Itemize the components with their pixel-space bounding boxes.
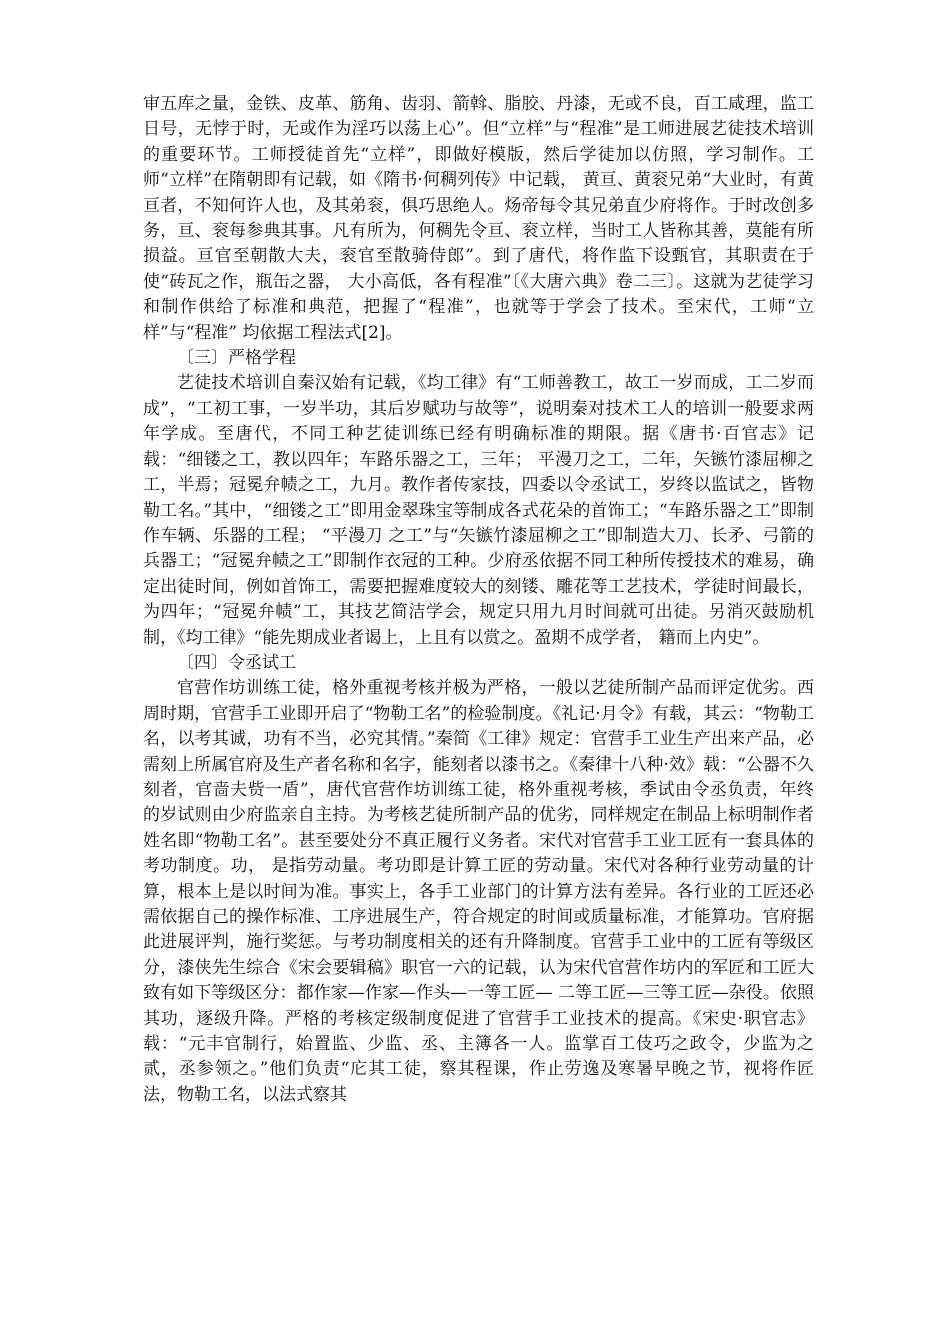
body-paragraph-3: 官营作坊训练工徒，格外重视考核并极为严格，一般以艺徒所制产品而评定优劣。西周时期，官营手工业即开启了“物勒工名”的检验制度。《礼记·月令》有载，其云：“物勒工名，以考其诚，功有不当，必究其情。”秦简《工律》规定：官营手工业生产出来产品，必需刻上所属官府及生产者名称和名字，能刻者以漆书之。《秦律十八种·效》载：“公器不久刻者，官啬夫赀一盾”，唐代官营作坊训练工徒，格外重视考核，季试由令丞负责，年终的岁试则由少府监亲自主持。为考核艺徒所制产品的优劣，同样规定在制品上标明制作者姓名即“物勒工名”。甚至要处分不真正履行义务者。宋代对官营手工业工匠有一套具体的考功制度。功， 是指劳动量。考功即是计算工匠的劳动量。宋代对各种行业劳动量的计算，根本上是以时间为准。事实上，各手工业部门的计算方法有差异。各行业的工匠还必需依据自己的操作标准、工序进展生产，符合规定的时间或质量标准，才能算功。官府据此进展评判，施行奖惩。与考功制度相关的还有升降制度。官营手工业中的工匠有等级区分，漆侠先生综合《宋会要辑稿》职官一六的记载，认为宋代官营作坊内的军匠和工匠大致有如下等级区分：都作家—作家—作头—一等工匠— 二等工匠—三等工匠—杂役。依照其功，逐级升降。严格的考核定级制度促进了官营手工业技术的提高。《宋史·职官志》载：“元丰官制行，始置监、少监、丞、主簿各一人。监掌百工伎巧之政令，少监为之贰，丞参领之。”他们负责“庀其工徒，察其程课，作止劳逸及寒暑早晚之节，视将作匠法，物勒工名，以法式察其	[143, 678, 814, 1105]
body-paragraph-1: 审五库之量，金铁、皮革、筋角、齿羽、箭斡、脂胶、丹漆，无或不良，百工咸理，监工日号，无悖于时，无或作为淫巧以荡上心”。但“立样”与“程准”是工师进展艺徒技术培训的重要环节。工师授徒首先“立样”，即做好模版，然后学徒加以仿照，学习制作。工师“立样”在隋朝即有记载，如《隋书·何稠列传》中记载， 黄亘、黄衮兄弟“大业时，有黄亘者，不知何许人也，及其弟衮，俱巧思绝人。炀帝每令其兄弟直少府将作。于时改创多务，亘、衮每参典其事。凡有所为，何稠先令亘、衮立样，当时工人皆称其善，莫能有所损益。亘官至朝散大夫，衮官至散骑侍郎”。到了唐代，将作监下设甄官，其职责在于使“砖瓦之作，瓶缶之器， 大小高低，各有程准”〔《大唐六典》卷二三〕。这就为艺徒学习和制作供给了标准和典范，把握了“程准”，也就等于学会了技术。至宋代，工师“立样”与“程准” 均依据工程法式[2]。	[143, 94, 814, 343]
body-paragraph-2: 艺徒技术培训自秦汉始有记载，《均工律》有“工师善教工，故工一岁而成，工二岁而成”，“工初工事，一岁半功，其后岁赋功与故等”，说明秦对技术工人的培训一般要求两年学成。至唐代，不同工种艺徒训练已经有明确标准的期限。据《唐书·百官志》记载：“细镂之工，教以四年；车路乐器之工，三年； 平漫刀之工，二年，矢镞竹漆屈柳之工，半焉；冠冕弁帻之工，九月。教作者传家技，四委以令丞试工，岁终以监试之，皆物勒工名。”其中，“细镂之工”即用金翠珠宝等制成各式花朵的首饰工；“车路乐器之工”即制作车辆、乐器的工程； “平漫刀 之工”与“矢镞竹漆屈柳之工”即制造大刀、长矛、弓箭的兵器工；“冠冕弁帻之工”即制作衣冠的工种。少府丞依据不同工种所传授技术的难易，确定出徒时间，例如首饰工，需要把握难度较大的刻镂、雕花等工艺技术，学徒时间最长，为四年；“冠冕弁帻”工，其技艺简洁学会，规定只用九月时间就可出徒。另消灭鼓励机制，《均工律》“能先期成业者谒上，上且有以赏之。盈期不成学者， 籍而上内史”。	[143, 373, 814, 648]
document-page	[143, 92, 814, 1108]
section-heading-3: 〔三〕严格学程	[177, 348, 296, 369]
section-heading-4: 〔四〕令丞试工	[177, 652, 296, 673]
